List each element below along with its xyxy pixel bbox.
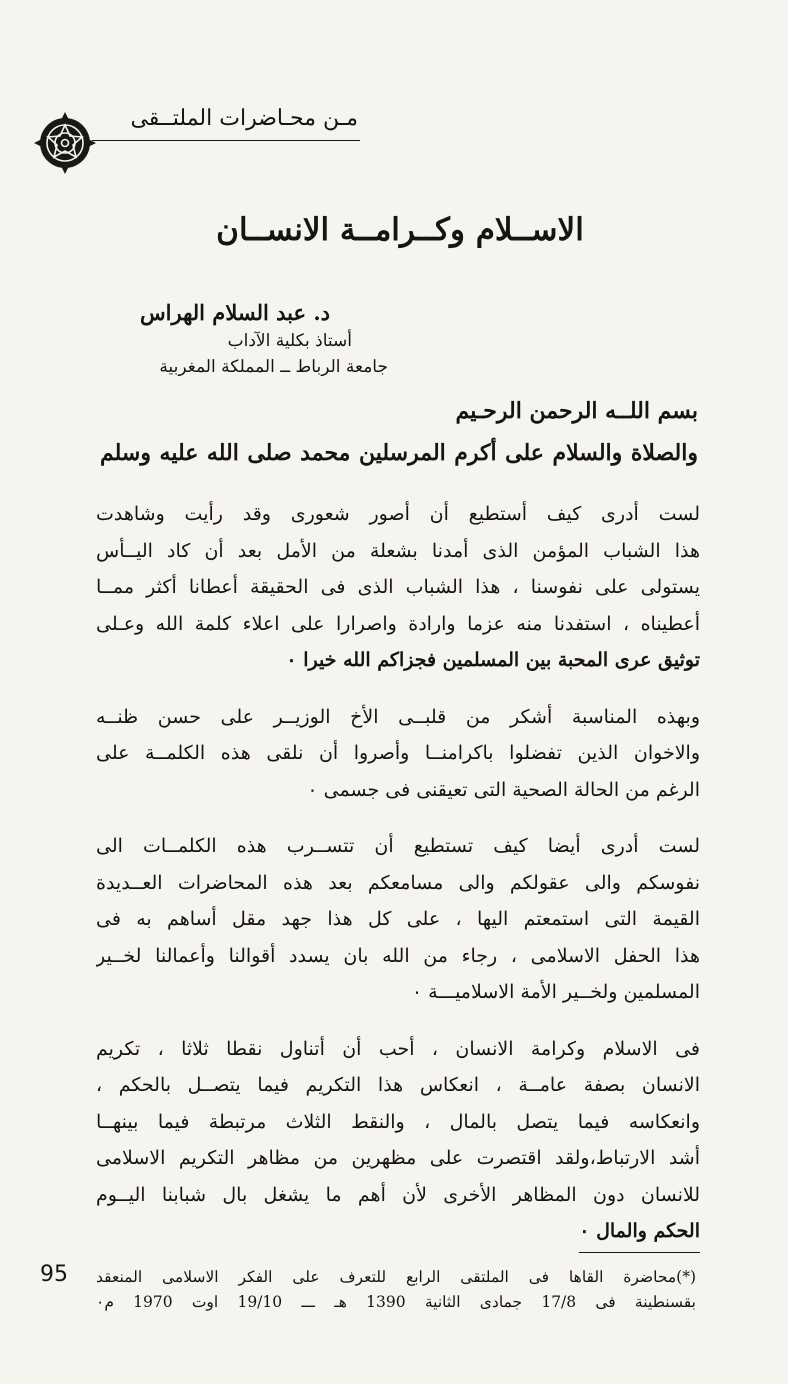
footnote [96, 1265, 696, 1315]
text-line: أشد الارتباط،ولقد اقتصرت على مظهرين من مظاهر التكريم الاسلامى [96, 1147, 700, 1169]
running-head-title: مـن محـاضرات الملتــقى [130, 106, 358, 131]
text-line: هذا الحفل الاسلامى ، رجاء من الله بان يسدد أقوالنا وأعمالنا لخــير [96, 944, 700, 967]
text-line: أعطيناه ، استفدنا منه عزما وارادة واصرارا على اعلاء كلمة الله وعـلى [96, 612, 700, 635]
text-line: وانعكاسه فيما يتصل بالمال ، والنقط الثلاث مرتبطة فيما بينهــا [96, 1110, 700, 1133]
text-line: والاخوان الذين تفضلوا باكرامنــا وأصروا أن نلقى هذه الكلمــة على [96, 742, 700, 764]
text-line: الرغم من الحالة الصحية التى تعيقنى فى جسمى ٠ [307, 778, 700, 801]
final-line: الحكم والمال ٠ [579, 1213, 700, 1253]
paragraph-1 [96, 496, 700, 679]
footnote-line: بقسنطينة فى 17/8 جمادى الثانية 1390 هـ ـــ 19/10 اوت 1970 م٠ [96, 1293, 696, 1311]
footnote-line: (*)محاضرة القاها فى الملتقى الرابع للتعرف على الفكر الاسلامى المنعقد [96, 1268, 696, 1286]
paragraph-4 [96, 1031, 700, 1253]
text-line: المسلمين ولخــير الأمة الاسلاميـــة ٠ [411, 981, 700, 1003]
text-line: فى الاسلام وكرامة الانسان ، أحب أن أتناول نقطا ثلاثا ، تكريم [96, 1037, 700, 1060]
article-title: الاســلام وكــرامــة الانســان [216, 212, 584, 248]
text-line: توثيق عرى المحبة بين المسلمين فجزاكم الله خيرا ٠ [286, 649, 700, 671]
author-position: أستاذ بكلية الآداب [227, 331, 352, 351]
paragraph-3 [96, 828, 700, 1011]
header-rule [92, 140, 360, 141]
article-body [96, 496, 700, 1253]
basmala: بسم اللــه الرحمن الرحـيم [455, 398, 698, 424]
text-line: لست أدرى أيضا كيف تستطيع أن تتســرب هذه الكلمــات الى [96, 835, 700, 857]
author-name: د. عبد السلام الهراس [140, 300, 330, 325]
text-line: نفوسكم والى عقولكم والى مسامعكم بعد هذه المحاضرات العــديدة [96, 871, 700, 894]
author-block [140, 300, 388, 377]
text-line: للانسان دون المظاهر الأخرى لأن أهم ما يشغل بال شبابنا اليــوم [96, 1183, 700, 1206]
text-line: القيمة التى استمعتم اليها ، على كل هذا جهد مقل أساهم به فى [96, 908, 700, 930]
paragraph-2 [96, 699, 700, 809]
text-line: الانسان بصفة عامــة ، انعكاس هذا التكريم فيما يتصــل بالحكم ، [96, 1074, 700, 1096]
arabesque-ornament-icon [34, 112, 96, 174]
text-line: هذا الشباب المؤمن الذى أمدنا بشعلة من الأمل بعد أن كاد اليــأس [96, 539, 700, 562]
text-line: يستولى على نفوسنا ، هذا الشباب الذى فى الحقيقة أعطانا أكثر ممــا [96, 576, 700, 598]
page-number: 95 [40, 1262, 68, 1287]
text-line: لست أدرى كيف أستطيع أن أصور شعورى وقد رأيت وشاهدت [96, 503, 700, 525]
salawat-line: والصلاة والسلام على أكرم المرسلين محمد صلى الله عليه وسلم [100, 440, 698, 466]
text-line: وبهذه المناسبة أشكر من قلبــى الأخ الوزيــر على حسن ظنــه [96, 705, 700, 728]
author-affiliation: جامعة الرباط ــ المملكة المغربية [159, 357, 388, 377]
